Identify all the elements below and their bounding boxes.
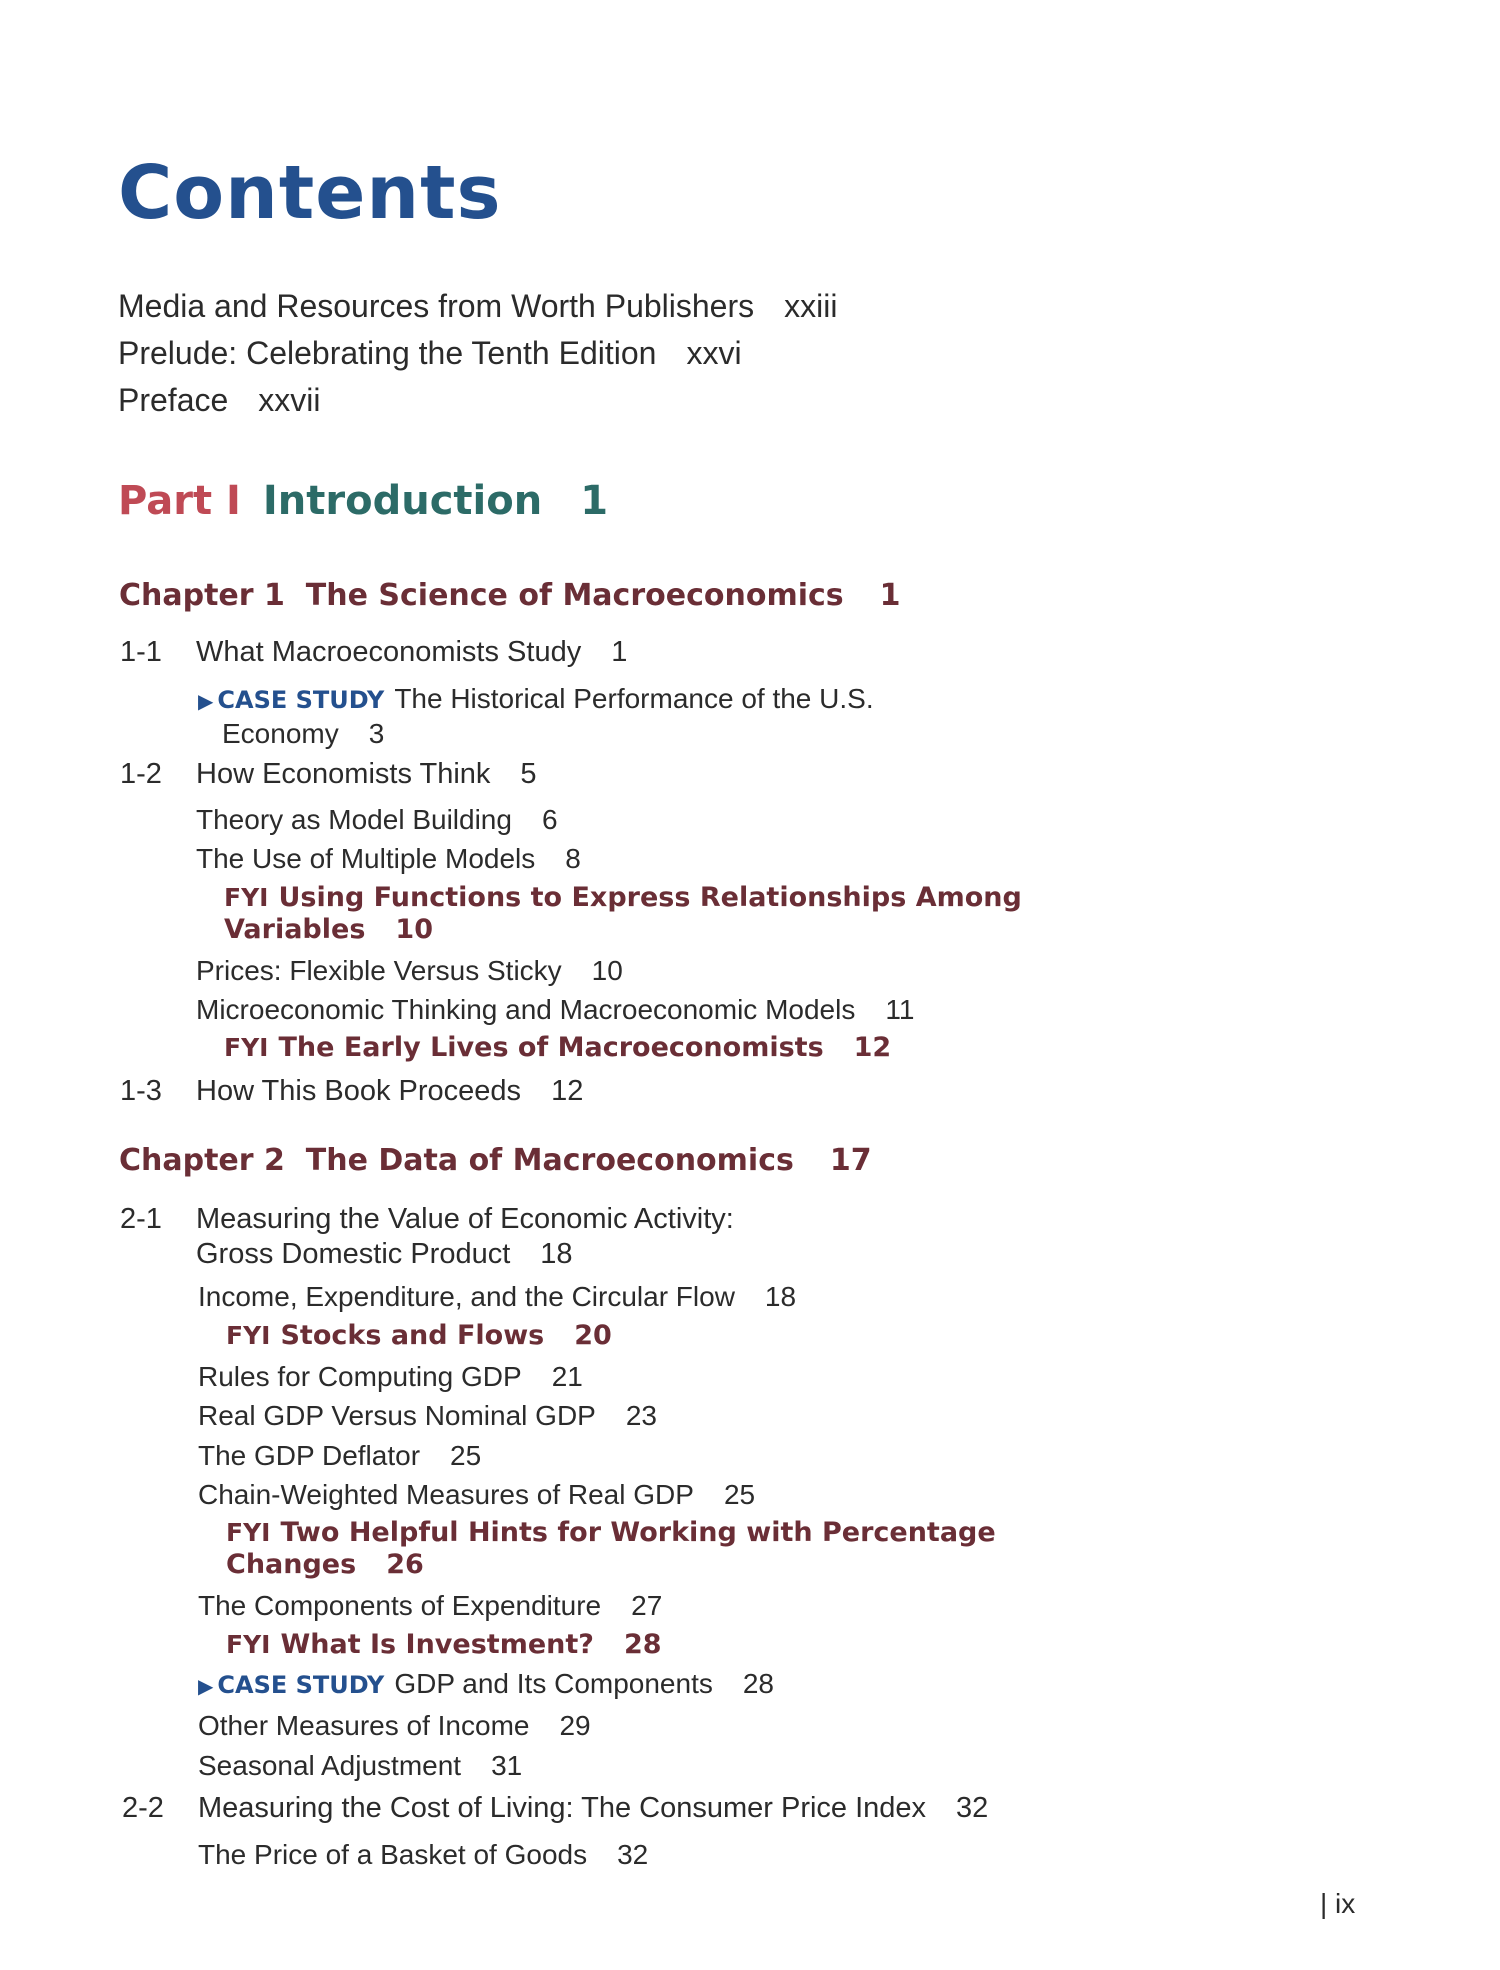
section-page: 1 <box>611 636 628 668</box>
subsection-page: 8 <box>565 843 581 874</box>
part-heading[interactable] <box>118 478 608 524</box>
fyi-page: 28 <box>623 1629 662 1660</box>
fyi-entry[interactable] <box>226 1320 612 1352</box>
fyi-page: 26 <box>386 1549 424 1580</box>
subsection-page: 21 <box>551 1361 583 1392</box>
fyi-title: The Early Lives of Macroeconomists <box>278 1032 824 1063</box>
section-title-cont: Gross Domestic Product <box>196 1238 511 1270</box>
toc-subsection[interactable] <box>196 994 914 1026</box>
page-title: Contents <box>118 150 502 236</box>
fyi-title-cont: Changes <box>226 1549 357 1580</box>
fyi-entry[interactable] <box>226 1517 996 1581</box>
case-study-title: The Historical Performance of the U.S. <box>394 683 874 714</box>
fyi-entry[interactable] <box>224 1032 891 1064</box>
case-study-entry[interactable] <box>198 683 874 750</box>
toc-entry-prelude[interactable] <box>118 330 837 377</box>
fyi-title: Using Functions to Express Relationships Among <box>278 882 1022 913</box>
subsection-page: 25 <box>723 1479 756 1510</box>
case-study-title: GDP and Its Components <box>394 1668 713 1699</box>
chapter-page: 1 <box>879 578 901 613</box>
section-page: 18 <box>540 1238 573 1270</box>
fyi-page: 20 <box>574 1320 612 1351</box>
toc-subsection[interactable] <box>198 1590 662 1622</box>
subsection-page: 31 <box>491 1750 523 1781</box>
toc-section-1-3[interactable] <box>120 1075 820 1111</box>
section-page: 12 <box>551 1075 584 1107</box>
entry-page: xxvi <box>686 335 742 371</box>
subsection-title: Prices: Flexible Versus Sticky <box>196 955 562 986</box>
section-title: What Macroeconomists Study <box>196 636 582 668</box>
toc-subsection[interactable] <box>198 1750 522 1782</box>
toc-subsection[interactable] <box>198 1710 591 1742</box>
subsection-title: Other Measures of Income <box>198 1710 530 1741</box>
toc-entry-media[interactable] <box>118 283 837 330</box>
subsection-title: The Use of Multiple Models <box>196 843 536 874</box>
chapter-page: 17 <box>829 1143 872 1178</box>
triangle-bullet-icon: ▶ <box>198 691 214 713</box>
fyi-title: Two Helpful Hints for Working with Percentage <box>280 1517 996 1548</box>
section-page: 32 <box>956 1792 989 1824</box>
fyi-title-cont: Variables <box>224 914 366 945</box>
subsection-title: Seasonal Adjustment <box>198 1750 462 1781</box>
section-title: Measuring the Value of Economic Activity: <box>196 1203 734 1235</box>
case-study-entry[interactable] <box>198 1668 774 1703</box>
subsection-title: Theory as Model Building <box>196 804 512 835</box>
toc-subsection[interactable] <box>196 843 581 875</box>
subsection-title: Income, Expenditure, and the Circular Flow <box>198 1281 735 1312</box>
section-title: How Economists Think <box>196 758 491 790</box>
fyi-page: 12 <box>853 1032 892 1063</box>
toc-subsection[interactable] <box>198 1361 583 1393</box>
subsection-page: 32 <box>617 1839 649 1870</box>
fyi-entry[interactable] <box>224 882 1022 946</box>
toc-section-2-2[interactable] <box>122 1792 1022 1828</box>
subsection-page: 6 <box>541 804 558 835</box>
section-number: 1-3 <box>120 1075 162 1107</box>
part-page: 1 <box>580 478 609 524</box>
section-title: Measuring the Cost of Living: The Consumer Price Index <box>198 1792 927 1824</box>
section-number: 1-1 <box>120 636 162 668</box>
entry-title: Media and Resources from Worth Publishers <box>118 288 755 324</box>
toc-section-2-1[interactable] <box>120 1202 820 1274</box>
subsection-title: Microeconomic Thinking and Macroeconomic Models <box>196 994 856 1025</box>
toc-section-1-2[interactable] <box>120 758 820 794</box>
section-number: 2-1 <box>120 1203 162 1235</box>
toc-subsection[interactable] <box>198 1440 481 1472</box>
subsection-page: 11 <box>885 994 915 1025</box>
section-number: 2-2 <box>122 1792 164 1824</box>
entry-title: Prelude: Celebrating the Tenth Edition <box>118 335 657 371</box>
subsection-page: 27 <box>631 1590 663 1621</box>
case-study-page: 28 <box>742 1668 775 1699</box>
subsection-page: 10 <box>591 955 623 986</box>
subsection-page: 23 <box>625 1400 658 1431</box>
toc-subsection[interactable] <box>198 1281 796 1313</box>
triangle-bullet-icon: ▶ <box>198 1676 214 1698</box>
entry-page: xxiii <box>784 288 838 324</box>
chapter-heading-1[interactable] <box>119 578 901 613</box>
case-study-page: 3 <box>368 718 385 749</box>
case-study-tag: CASE STUDY <box>217 686 385 714</box>
subsection-title: Chain-Weighted Measures of Real GDP <box>198 1479 694 1510</box>
section-title: How This Book Proceeds <box>196 1075 522 1107</box>
section-page: 5 <box>520 758 537 790</box>
fyi-tag: FYI <box>226 1630 271 1659</box>
part-label: Part I <box>118 478 241 524</box>
chapter-heading-2[interactable] <box>119 1143 872 1178</box>
case-study-tag: CASE STUDY <box>217 1671 385 1699</box>
subsection-title: The GDP Deflator <box>198 1440 421 1471</box>
subsection-title: Real GDP Versus Nominal GDP <box>198 1400 596 1431</box>
toc-subsection[interactable] <box>198 1479 755 1511</box>
entry-page: xxvii <box>258 382 321 418</box>
subsection-title: The Components of Expenditure <box>198 1590 602 1621</box>
toc-subsection[interactable] <box>196 804 558 836</box>
fyi-tag: FYI <box>224 883 269 912</box>
toc-section-1-1[interactable] <box>120 636 820 672</box>
subsection-title: Rules for Computing GDP <box>198 1361 522 1392</box>
chapter-title: Chapter 1 The Science of Macroeconomics <box>119 578 844 613</box>
subsection-page: 29 <box>559 1710 591 1741</box>
section-number: 1-2 <box>120 758 162 790</box>
toc-subsection[interactable] <box>196 955 623 987</box>
subsection-page: 18 <box>764 1281 797 1312</box>
fyi-title: What Is Investment? <box>280 1629 594 1660</box>
fyi-title: Stocks and Flows <box>280 1320 545 1351</box>
fyi-entry[interactable] <box>226 1629 662 1661</box>
fyi-tag: FYI <box>224 1033 269 1062</box>
toc-subsection[interactable] <box>198 1839 648 1871</box>
part-title: Introduction <box>262 478 543 524</box>
subsection-page: 25 <box>450 1440 482 1471</box>
chapter-title: Chapter 2 The Data of Macroeconomics <box>119 1143 794 1178</box>
fyi-tag: FYI <box>226 1518 271 1547</box>
fyi-page: 10 <box>395 914 433 945</box>
front-matter-list <box>118 283 837 424</box>
page-number: | ix <box>1320 1888 1356 1919</box>
entry-title: Preface <box>118 382 229 418</box>
toc-entry-preface[interactable] <box>118 377 837 424</box>
case-study-title-cont: Economy <box>222 718 339 749</box>
fyi-tag: FYI <box>226 1321 271 1350</box>
subsection-title: The Price of a Basket of Goods <box>198 1839 588 1870</box>
toc-subsection[interactable] <box>198 1400 657 1432</box>
